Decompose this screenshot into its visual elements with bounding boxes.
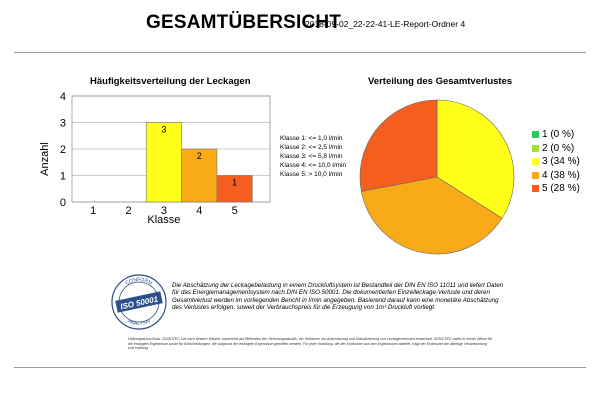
y-tick-label: 3 (59, 117, 66, 130)
legend-swatch (532, 185, 539, 192)
pie-chart-title: Verteilung des Gesamtverlustes (368, 76, 513, 87)
bar-chart-title: Häufigkeitsverteilung der Leckagen (90, 76, 251, 87)
seal-badge-text: ISO 50001 (119, 294, 159, 312)
class-threshold-2: Klasse 2: <= 2,5 l/min (280, 143, 343, 151)
x-tick-label: 4 (196, 205, 203, 217)
legend-label: 4 (38 %) (542, 169, 580, 181)
y-tick-label: 2 (59, 144, 66, 156)
bar-value-label: 3 (161, 124, 167, 135)
report-name: 2018-09-02_22-22-41-LE-Report-Ordner 4 (305, 19, 466, 29)
page-title: GESAMTÜBERSICHT (146, 12, 342, 33)
seal-top-text: CONFORM (124, 276, 154, 287)
legend-label: 5 (28 %) (542, 183, 580, 194)
y-tick-label: 4 (59, 91, 66, 103)
class-threshold-1: Klasse 1: <= 1,0 l/min (280, 135, 343, 142)
bar-value-label: 1 (232, 177, 238, 188)
legend-label: 3 (34 %) (542, 156, 580, 167)
x-tick-label: 3 (160, 205, 167, 217)
y-tick-label: 1 (59, 170, 66, 183)
legend-swatch (532, 158, 539, 165)
iso-notice-text: Die Abschätzung der Leckagebelastung in einem Druckluftsystem ist Bestandteil der DIN EN ISO 11011 und liefert Daten für das Energiemanagementsystem nach DIN EN ISO 50001. Die dokumentierten Einzelleckage-Verluste und deren Gesamtverlust werden im vorliegenden Bericht in l/min angegeben. Basierend darauf kann eine monetäre Abschätzung des Verlustes erfolgen, soweit der Verbrauchspreis für die Erzeugung von 1m³ Druckluft vorliegt. (172, 282, 504, 312)
x-tick-label: 2 (125, 205, 132, 217)
legend-label: 2 (0 %) (542, 142, 575, 154)
class-threshold-3: Klasse 3: <= 5,8 l/min (280, 152, 343, 160)
x-tick-label: 1 (90, 205, 97, 217)
liability-disclaimer: Haftungsausschluss: SONOTEC hat nach bestem Wissen, basierend auf Methoden der Strömungsakustik, ein Verfahren zur Abschätzung und Klassifizierung von Leckageverlusten entwickelt. SONOTEC haftet in keiner Weise für die erlangten Ergebnisse sowie für Entscheidungen, die aufgrund der erlangten Ergebnisse getroffen werden. Für jede Handlung, die der Endnutzer aus den Ergebnissen ableitet, trägt der Endnutzer die alleinige Verantwortung und Haftung. (128, 337, 493, 350)
bar-value-label: 2 (196, 151, 202, 161)
iso-50001-seal-logo (110, 273, 168, 331)
x-tick-label: 5 (231, 205, 238, 217)
x-axis-label: Klasse (147, 214, 181, 226)
seal-bottom-text: ANALYSIS (126, 318, 152, 328)
divider-bottom (14, 367, 586, 368)
class-threshold-4: Klasse 4: <= 10,0 l/min (280, 161, 347, 169)
y-tick-label: 0 (59, 197, 66, 209)
class-threshold-5: Klasse 5: > 10,0 l/min (280, 170, 343, 178)
legend-label: 1 (0 %) (542, 129, 575, 140)
y-axis-label: Anzahl (39, 142, 51, 176)
legend-swatch (532, 172, 539, 179)
legend-swatch (532, 131, 539, 138)
pie-slice-5 (360, 100, 437, 191)
legend-swatch (532, 145, 539, 152)
